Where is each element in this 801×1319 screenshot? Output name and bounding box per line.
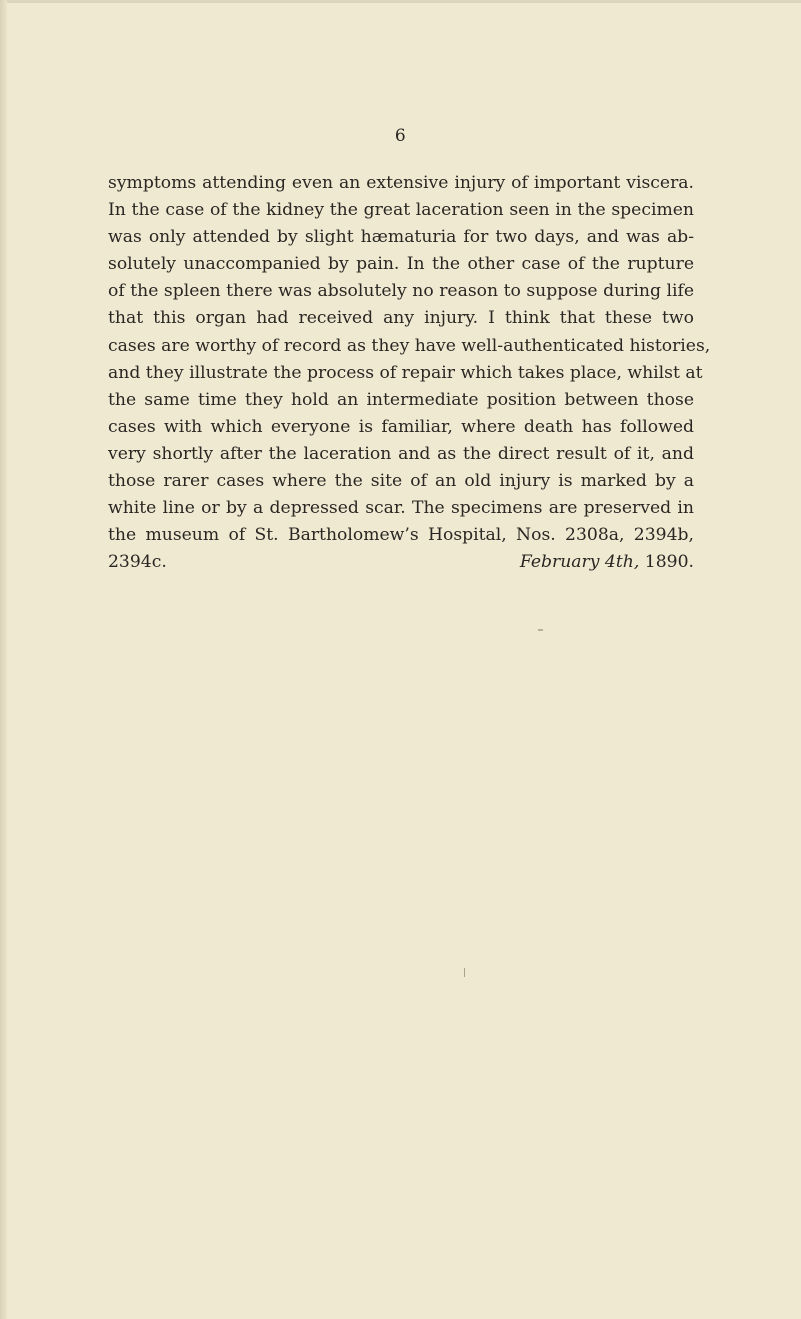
text-line-4: solutely unaccompanied by pain. In the other case of the rupture [108,254,694,275]
stray-ink-tick [464,968,465,977]
text-line-7: cases are worthy of record as they have well-authenticated histories, [108,335,711,356]
dateline-year: 1890. [644,552,694,573]
text-line-2: In the case of the kidney the great laceration seen in the specimen [108,200,694,221]
final-line-reference: 2394c. [108,552,167,573]
page-top-edge [0,0,801,3]
text-line-11: very shortly after the laceration and as the direct result of it, and [108,443,694,464]
text-line-15 [108,549,694,576]
page-left-edge [0,0,7,1319]
text-line-14: the museum of St. Bartholomew’s Hospital, Nos. 2308a, 2394b, [108,525,694,546]
text-line-5: of the spleen there was absolutely no reason to suppose during life [108,281,694,302]
text-line-6: that this organ had received any injury. I think that these two [108,308,694,329]
dateline [520,549,694,576]
stray-ink-mark [538,629,543,631]
text-line-8: and they illustrate the process of repair which takes place, whilst at [108,362,703,383]
text-line-12: those rarer cases where the site of an old injury is marked by a [108,471,694,492]
text-line-13: white line or by a depressed scar. The specimens are preserved in [108,498,694,519]
text-line-1: symptoms attending even an extensive injury of important viscera. [108,173,694,193]
text-line-10: cases with which everyone is familiar, where death has followed [108,416,694,437]
page-number: 6 [394,126,407,146]
text-line-3: was only attended by slight hæmaturia for two days, and was ab- [108,227,694,248]
body-text [108,170,711,576]
text-line-9: the same time they hold an intermediate position between those [108,389,694,410]
dateline-month-day: February 4th, [519,552,640,573]
